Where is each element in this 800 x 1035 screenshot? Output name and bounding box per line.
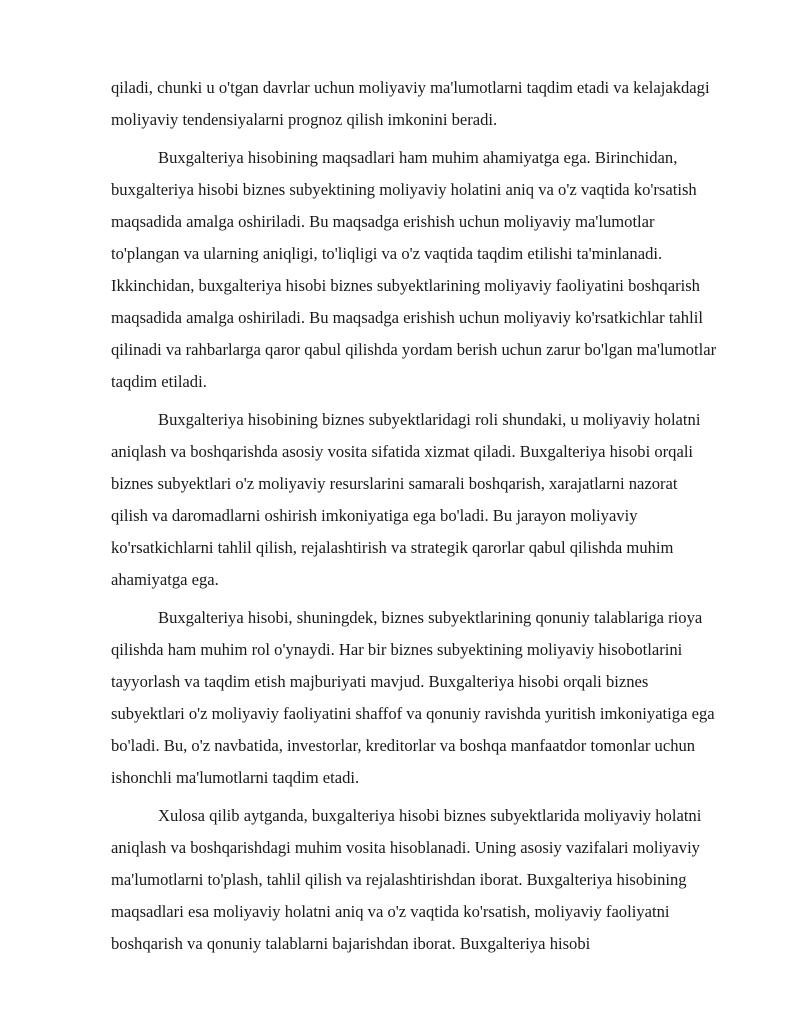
paragraph-conclusion: Xulosa qilib aytganda, buxgalteriya hisobi biznes subyektlarida moliyaviy holatni aniqlash va boshqarishdagi muhim vosita hisoblanadi. Uning asosiy vazifalari moliyaviy ma'lumotlarni to'plash, tahlil qilish va rejalashtirishdan iborat. Buxgalteriya hisobining maqsadlari esa moliyaviy holatni aniq va o'z vaqtida ko'rsatish, moliyaviy faoliyatni boshqarish va qonuniy talablarni bajarishdan iborat. Buxgalteriya hisobi <box>111 806 702 953</box>
paragraph-role: Buxgalteriya hisobining biznes subyektlaridagi roli shundaki, u moliyaviy holatni aniqlash va boshqarishda asosiy vosita sifatida xizmat qiladi. Buxgalteriya hisobi orqali biznes subyektlari o'z moliyaviy resurslarini samarali boshqarish, xarajatlarni nazorat qilish va daromadlarni oshirish imkoniyatiga ega bo'ladi. Bu jarayon moliyaviy ko'rsatkichlarni tahlil qilish, rejalashtirish va strategik qarorlar qabul qilishda muhim ahamiyatga ega. <box>111 410 701 589</box>
document-body <box>111 72 718 966</box>
paragraph-legal: Buxgalteriya hisobi, shuningdek, biznes subyektlarining qonuniy talablariga rioya qilishda ham muhim rol o'ynaydi. Har bir biznes subyektining moliyaviy hisobotlarini tayyorlash va taqdim etish majburiyati mavjud. Buxgalteriya hisobi orqali biznes subyektlari o'z moliyaviy faoliyatini shaffof va qonuniy ravishda yuritish imkoniyatiga ega bo'ladi. Bu, o'z navbatida, investorlar, kreditorlar va boshqa manfaatdor tomonlar uchun ishonchli ma'lumotlarni taqdim etadi. <box>111 608 715 787</box>
paragraph-goals: Buxgalteriya hisobining maqsadlari ham muhim ahamiyatga ega. Birinchidan, buxgalteriya hisobi biznes subyektining moliyaviy holatini aniq va o'z vaqtida ko'rsatish maqsadida amalga oshiriladi. Bu maqsadga erishish uchun moliyaviy ma'lumotlar to'plangan va ularning aniqligi, to'liqligi va o'z vaqtida taqdim etilishi ta'minlanadi. Ikkinchidan, buxgalteriya hisobi biznes subyektlarining moliyaviy faoliyatini boshqarish maqsadida amalga oshiriladi. Bu maqsadga erishish uchun moliyaviy ko'rsatkichlar tahlil qilinadi va rahbarlarga qaror qabul qilishda yordam berish uchun zarur bo'lgan ma'lumotlar taqdim etiladi. <box>111 148 717 391</box>
paragraph-continuation: qiladi, chunki u o'tgan davrlar uchun moliyaviy ma'lumotlarni taqdim etadi va kelajakdagi moliyaviy tendensiyalarni prognoz qilish imkonini beradi. <box>111 78 710 129</box>
